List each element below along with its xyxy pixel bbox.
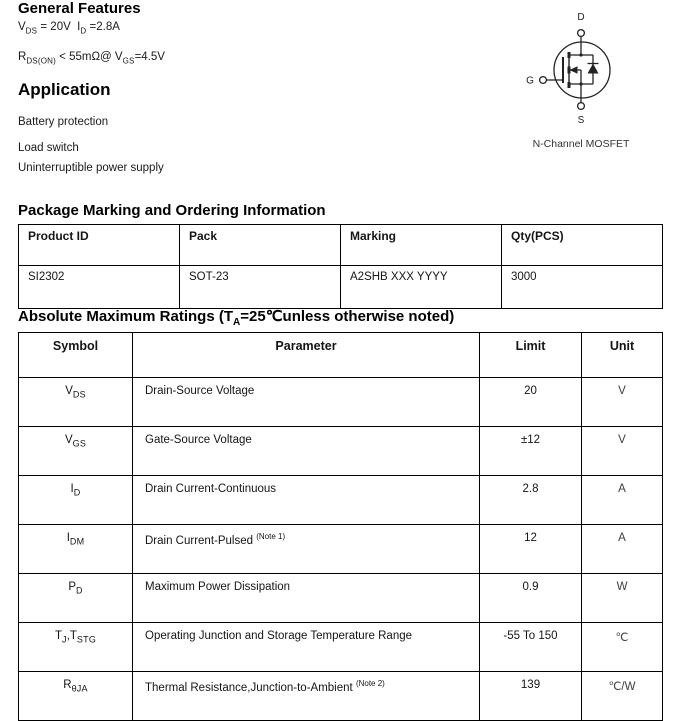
table-row-rthja <box>19 672 663 721</box>
body-diode <box>588 64 599 74</box>
nchannel-arrow <box>570 66 578 74</box>
cell-parameter: Drain Current-Continuous <box>133 476 480 525</box>
table-row-pd <box>19 574 663 623</box>
col-header-marking: Marking <box>341 225 502 266</box>
cell-marking: A2SHB XXX YYYY <box>341 266 502 309</box>
cell-parameter: Drain-Source Voltage <box>133 378 480 427</box>
drain-terminal-label: D <box>577 12 585 23</box>
col-header-product-id: Product ID <box>19 225 180 266</box>
table-row-vgs <box>19 427 663 476</box>
cell-unit: W <box>582 574 663 623</box>
cell-limit: 12 <box>480 525 582 574</box>
col-header-qty: Qty(PCS) <box>502 225 663 266</box>
cell-symbol: $R_{\theta JA}$ <box>19 672 133 721</box>
cell-unit: V <box>582 427 663 476</box>
cell-product-id: SI2302 <box>19 266 180 309</box>
col-header-limit: Limit <box>480 333 582 378</box>
spec-vds-symbol: V <box>18 21 26 33</box>
table-row-idm <box>19 525 663 574</box>
cell-unit: A <box>582 476 663 525</box>
gate-terminal-label: G <box>526 75 534 87</box>
col-header-unit: Unit <box>582 333 663 378</box>
mosfet-caption: N-Channel MOSFET <box>532 138 630 150</box>
table-row <box>19 266 663 309</box>
application-item-ups: Uninterruptible power supply <box>18 162 164 174</box>
cell-limit: -55 To 150 <box>480 623 582 672</box>
cell-limit: 139 <box>480 672 582 721</box>
note-2-ref: (Note 2) <box>355 679 385 688</box>
cell-symbol: $P_D$ <box>19 574 133 623</box>
cell-symbol: $I_D$ <box>19 476 133 525</box>
col-header-symbol: Symbol <box>19 333 133 378</box>
table-header-row <box>19 333 663 378</box>
cell-parameter: Thermal Resistance,Junction-to-Ambient $^{(Note 2)}$ <box>133 672 480 721</box>
cell-symbol: $V_{DS}$ <box>19 378 133 427</box>
package-marking-heading: Package Marking and Ordering Information <box>18 202 326 219</box>
col-header-parameter: Parameter <box>133 333 480 378</box>
cell-limit: 20 <box>480 378 582 427</box>
cell-parameter: Maximum Power Dissipation <box>133 574 480 623</box>
cell-symbol: $V_{GS}$ <box>19 427 133 476</box>
table-header-row <box>19 225 663 266</box>
cell-pack: SOT-23 <box>180 266 341 309</box>
cell-unit: V <box>582 378 663 427</box>
note-1-ref: (Note 1) <box>256 532 286 541</box>
cell-parameter: Drain Current-Pulsed $^{(Note 1)}$ <box>133 525 480 574</box>
cell-limit: ±12 <box>480 427 582 476</box>
table-row-id <box>19 476 663 525</box>
cell-unit: A <box>582 525 663 574</box>
cell-unit: ℃ <box>582 623 663 672</box>
spec-id-symbol: I <box>77 21 81 33</box>
application-heading: Application <box>18 80 111 99</box>
application-item-load-switch: Load switch <box>18 142 79 154</box>
source-terminal-label: S <box>577 115 585 126</box>
table-row-tj-tstg <box>19 623 663 672</box>
cell-unit: ℃/W <box>582 672 663 721</box>
cell-limit: 0.9 <box>480 574 582 623</box>
absolute-maximum-ratings-table <box>18 332 663 721</box>
general-features-heading: General Features <box>18 0 141 17</box>
cell-parameter: Gate-Source Voltage <box>133 427 480 476</box>
spec-rdson-symbol: R <box>18 51 27 63</box>
cell-limit: 2.8 <box>480 476 582 525</box>
spec-vgs-symbol: V <box>114 51 123 63</box>
application-item-battery: Battery protection <box>18 116 109 128</box>
spec-line-vds-id: $V_{DS} = 20V$ $I_D =2.8A$ <box>18 21 120 36</box>
spec-line-rdson: $R_{DS(ON)}$ < 55mΩ@ $V_{GS}=4.5V$ <box>18 51 165 66</box>
table-row-vds <box>19 378 663 427</box>
absolute-maximum-ratings-heading: Absolute Maximum Ratings ($T_A=25℃unless$ otherwise noted) <box>18 308 455 328</box>
cell-parameter: Operating Junction and Storage Temperature Range <box>133 623 480 672</box>
cell-symbol: $T_J,T_{STG}$ <box>19 623 133 672</box>
package-ordering-table <box>18 224 663 309</box>
cell-qty: 3000 <box>502 266 663 309</box>
mosfet-symbol-diagram <box>500 2 670 157</box>
col-header-pack: Pack <box>180 225 341 266</box>
cell-symbol: $I_{DM}$ <box>19 525 133 574</box>
